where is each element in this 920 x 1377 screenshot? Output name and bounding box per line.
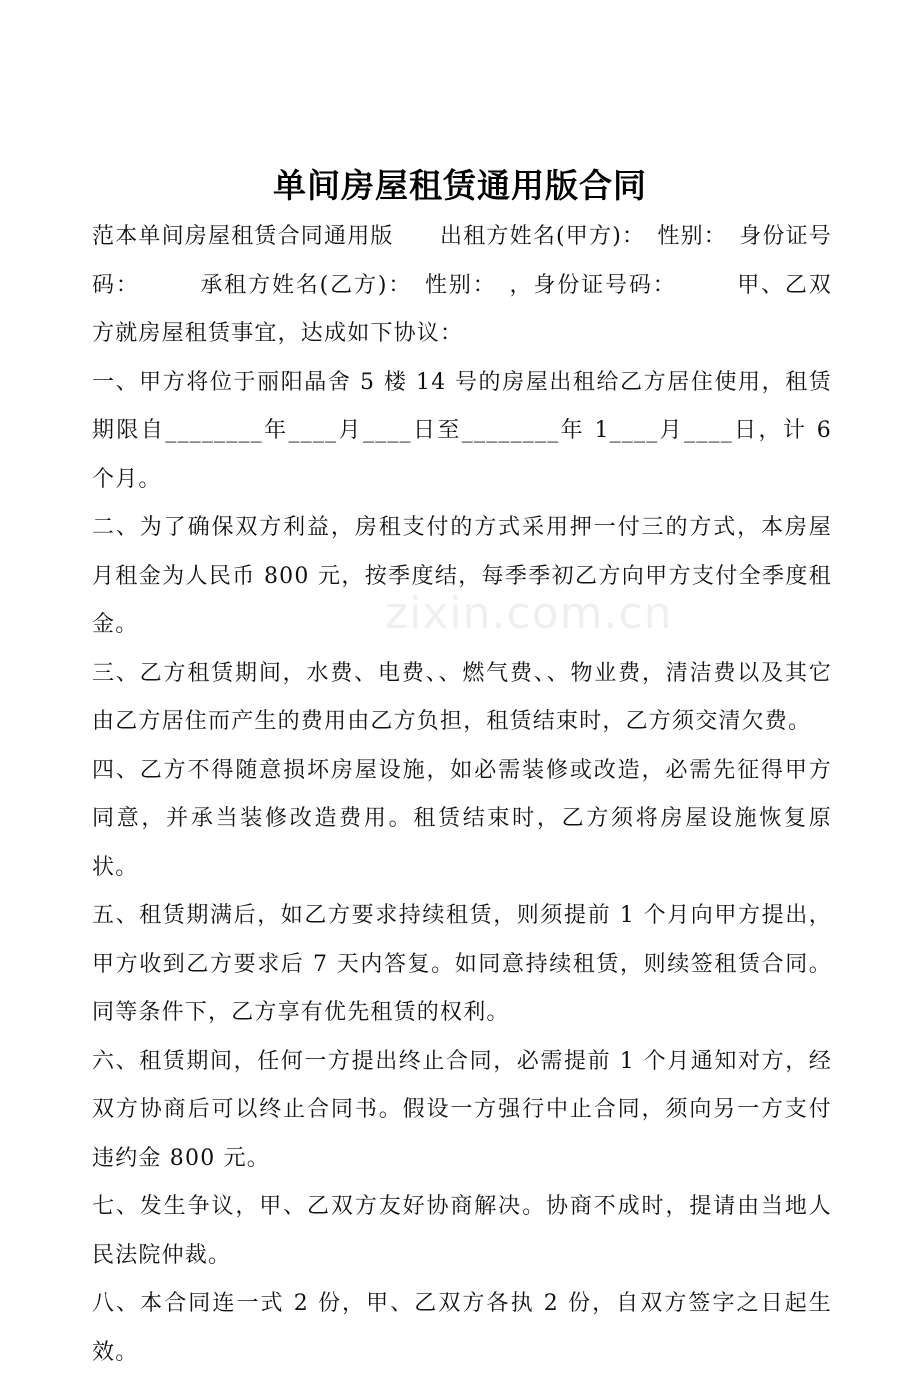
- clause-1: 一、甲方将位于丽阳晶舍 5 楼 14 号的房屋出租给乙方居住使用，租赁期限自________年____月____日至________年 1____月____日，计 6 个月。: [92, 369, 832, 492]
- contract-intro-paragraph: 范本单间房屋租赁合同通用版 出租方姓名(甲方)： 性别： 身份证号码： 承租方姓名(乙方)： 性别： ，身份证号码： 甲、乙双方就房屋租赁事宜，达成如下协议：: [92, 224, 832, 346]
- clause-3: 三、乙方租赁期间，水费、电费、、燃气费、、物业费，清洁费以及其它由乙方居住而产生的费用由乙方负担，租赁结束时，乙方须交清欠费。: [92, 660, 832, 734]
- document-title: 单间房屋租赁通用版合同: [273, 166, 647, 205]
- clause-2: 二、为了确保双方利益，房租支付的方式采用押一付三的方式，本房屋月租金为人民币 800 元，按季度结，每季季初乙方向甲方支付全季度租金。: [92, 515, 832, 637]
- clause-7: 七、发生争议，甲、乙双方友好协商解决。协商不成时，提请由当地人民法院仲裁。: [92, 1194, 832, 1268]
- clause-6: 六、租赁期间，任何一方提出终止合同，必需提前 1 个月通知对方，经双方协商后可以终止合同书。假设一方强行中止合同，须向另一方支付违约金 800 元。: [92, 1048, 832, 1171]
- clause-5: 五、租赁期满后，如乙方要求持续租赁，则须提前 1 个月向甲方提出，甲方收到乙方要求后 7 天内答复。如同意持续租赁，则续签租赁合同。同等条件下，乙方享有优先租赁的权利。: [92, 903, 832, 1025]
- clause-8: 八、本合同连一式 2 份，甲、乙双方各执 2 份，自双方签字之日起生效。: [92, 1291, 832, 1365]
- watermark: zixin.com.cn: [385, 588, 673, 639]
- clause-4: 四、乙方不得随意损坏房屋设施，如必需装修或改造，必需先征得甲方同意，并承当装修改造费用。租赁结束时，乙方须将房屋设施恢复原状。: [92, 757, 832, 880]
- contract-body: [92, 213, 832, 1377]
